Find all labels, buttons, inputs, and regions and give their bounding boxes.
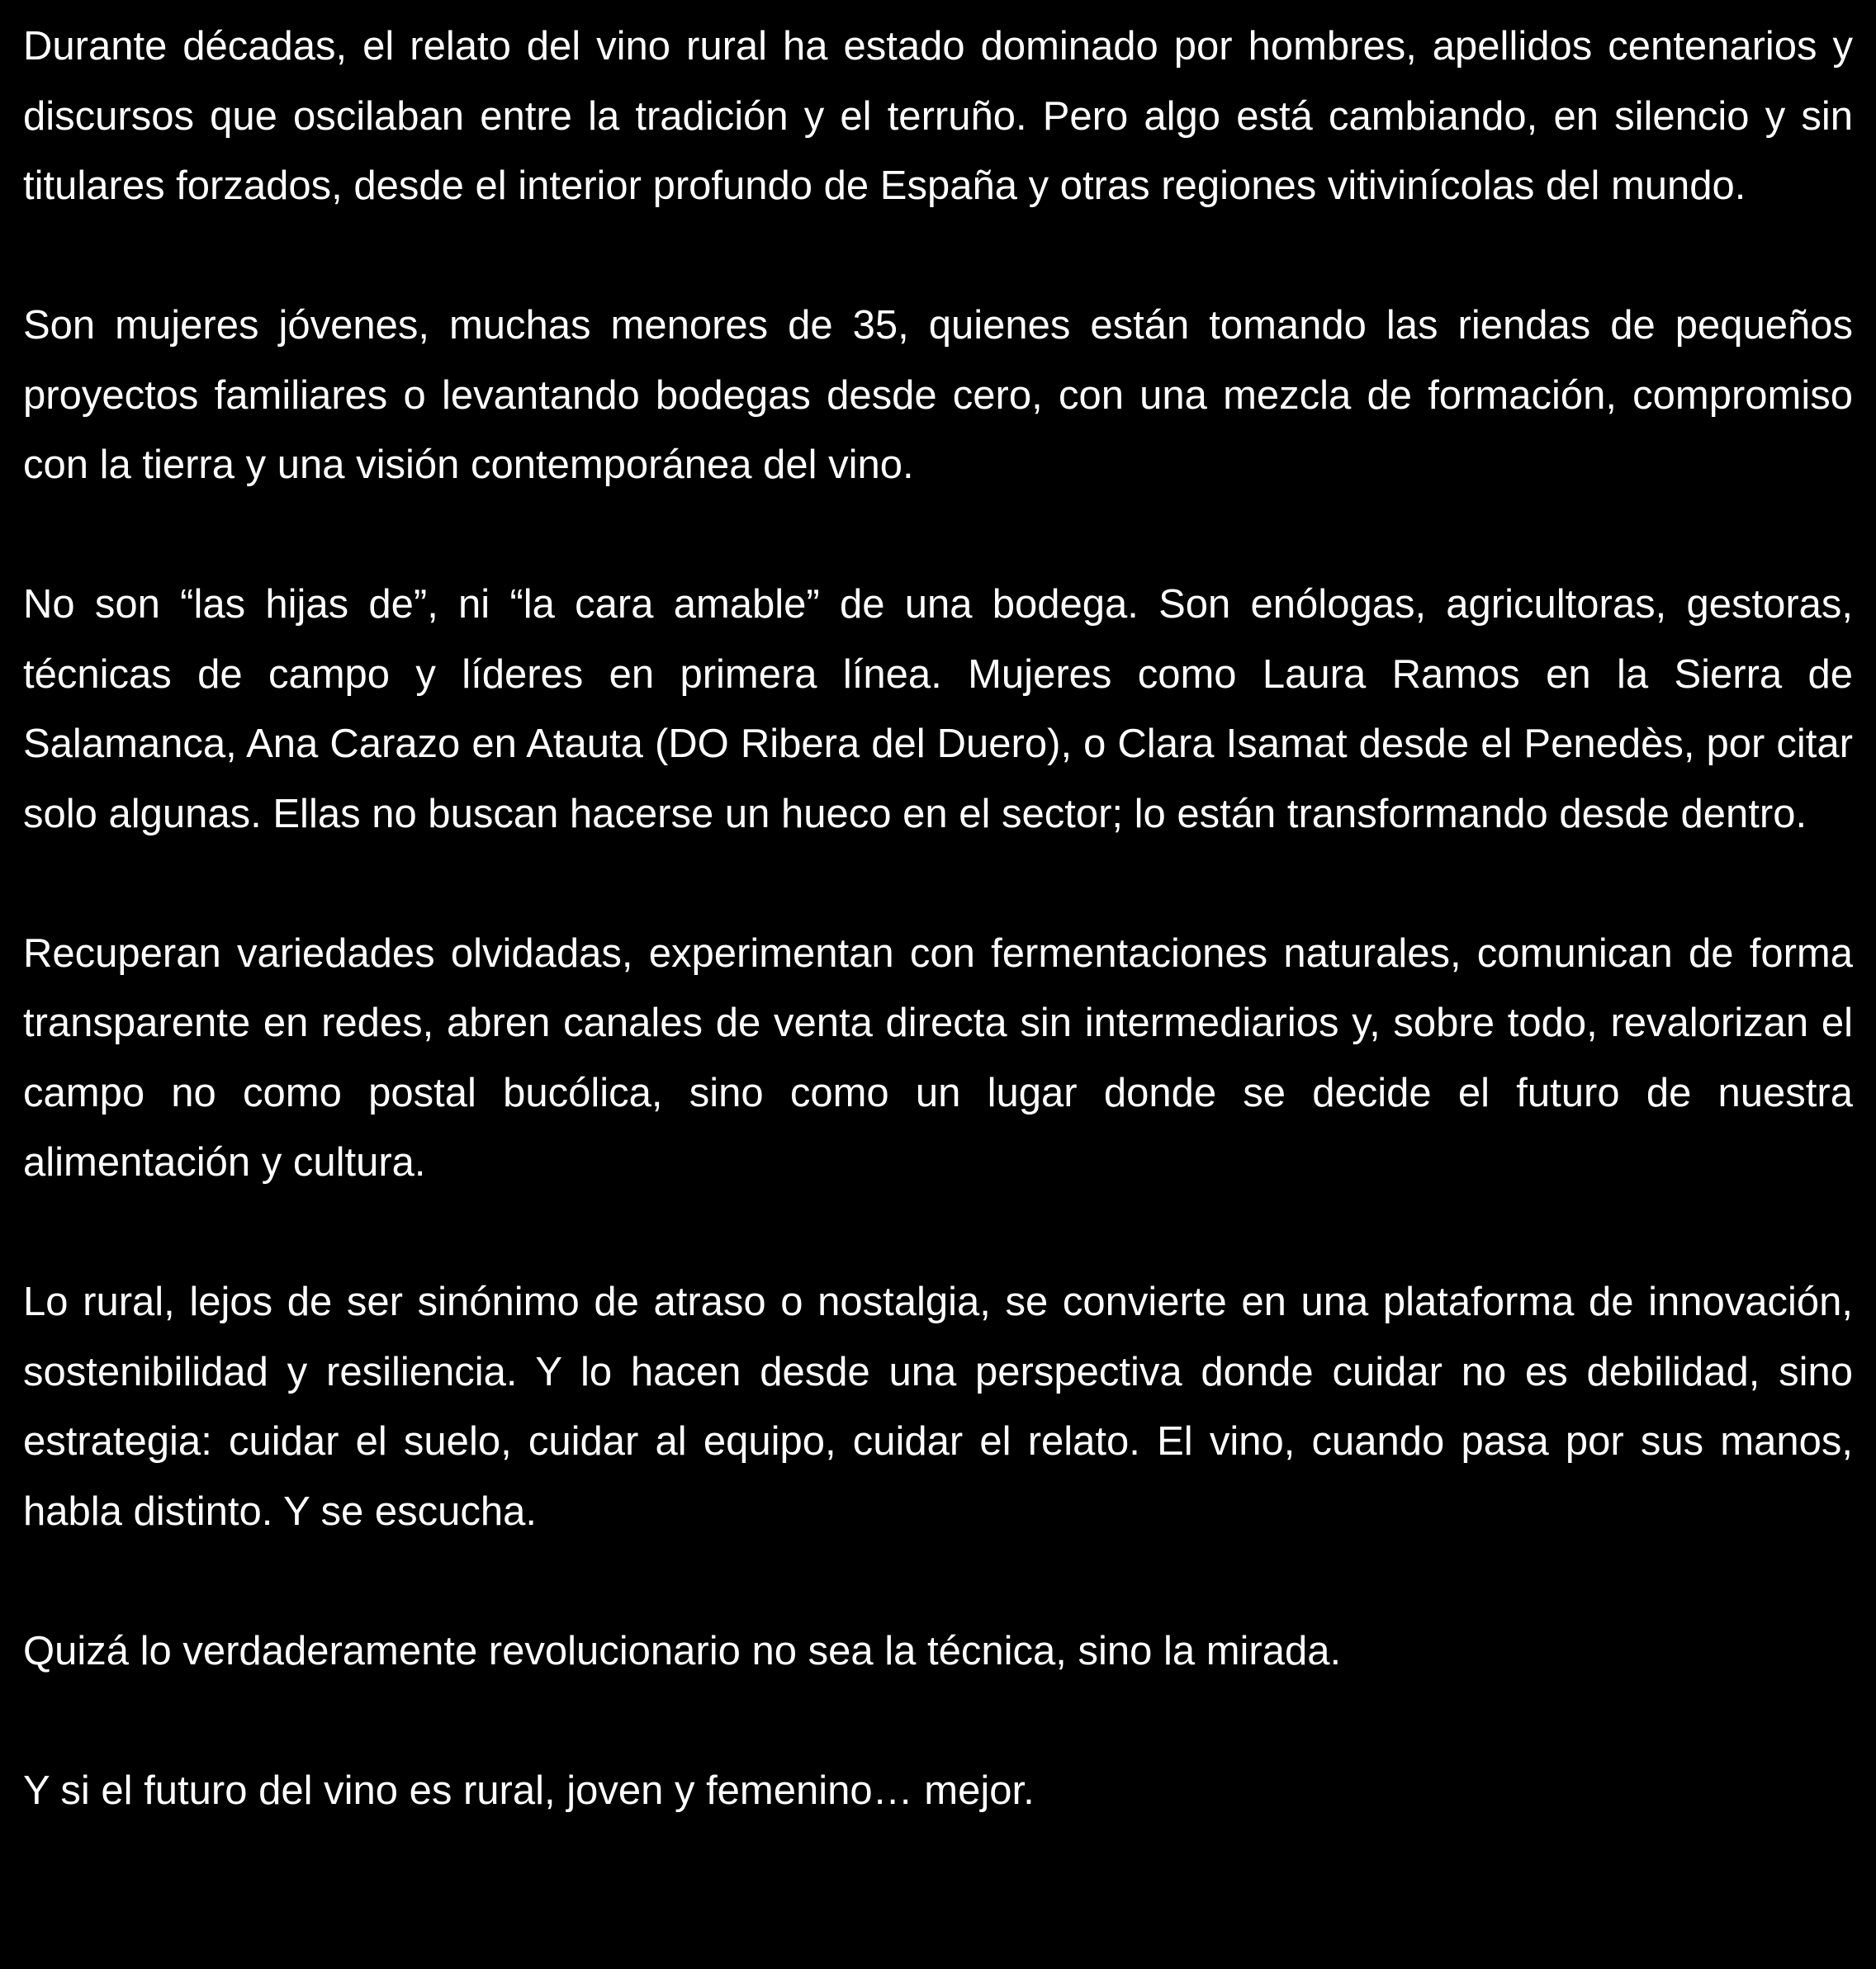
paragraph-practices: Recuperan variedades olvidadas, experimentan con fermentaciones naturales, comunican de forma transparente en redes, abren canales de venta directa sin intermediarios y, sobre todo, revalorizan el campo no como postal bucólica, sino como un lugar donde se decide el futuro de nuestra alimentación y cultura. — [23, 930, 1853, 1185]
paragraph-rural-innovation: Lo rural, lejos de ser sinónimo de atraso o nostalgia, se convierte en una plataforma de innovación, sostenibilidad y resiliencia. Y lo hacen desde una perspectiva donde cuidar no es debilidad, sino estrategia: cuidar el suelo, cuidar al equipo, cuidar el relato. El vino, cuando pasa por sus manos, habla distinto. Y se escucha. — [23, 1280, 1853, 1534]
paragraph-revolutionary: Quizá lo verdaderamente revolucionario no sea la técnica, sino la mirada. — [23, 1628, 1342, 1673]
paragraph-intro: Durante décadas, el relato del vino rural ha estado dominado por hombres, apellidos centenarios y discursos que oscilaban entre la tradición y el terruño. Pero algo está cambiando, en silencio y sin titulares forzados, desde el interior profundo de España y otras regiones vitivinícolas del mundo. — [23, 24, 1853, 208]
paragraph-closing: Y si el futuro del vino es rural, joven y femenino… mejor. — [23, 1768, 1035, 1813]
paragraph-young-women: Son mujeres jóvenes, muchas menores de 35, quienes están tomando las riendas de pequeños proyectos familiares o levantando bodegas desde cero, con una mezcla de formación, compromiso con la tierra y una visión contemporánea del vino. — [23, 303, 1853, 487]
paragraph-leaders: No son “las hijas de”, ni “la cara amable” de una bodega. Son enólogas, agricultoras, gestoras, técnicas de campo y líderes en primera línea. Mujeres como Laura Ramos en la Sierra de Salamanca, Ana Carazo en Atauta (DO Ribera del Duero), o Clara Isamat desde el Penedès, por citar solo algunas. Ellas no buscan hacerse un hueco en el sector; lo están transformando desde dentro. — [23, 582, 1853, 836]
article-body — [23, 12, 1853, 1825]
